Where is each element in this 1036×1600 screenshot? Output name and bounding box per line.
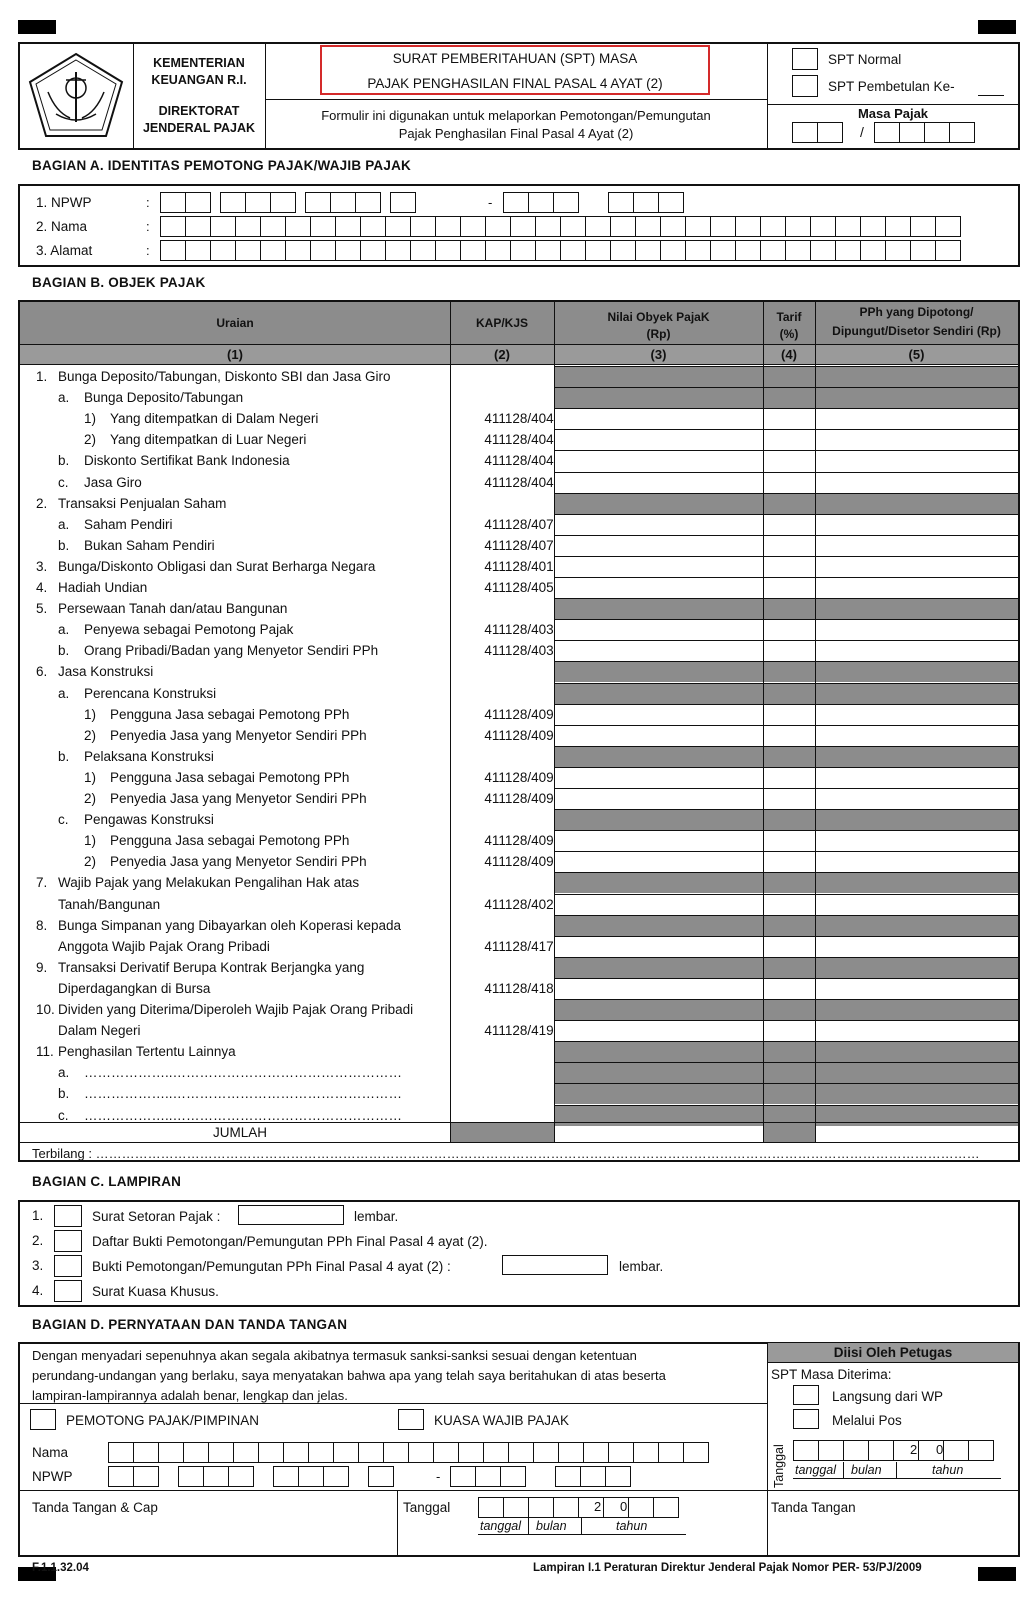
shaded-cell — [555, 598, 763, 619]
shaded-cell — [764, 366, 815, 387]
nilai-input[interactable] — [555, 535, 763, 556]
colon: : — [146, 195, 150, 210]
npwp-input[interactable] — [160, 192, 425, 213]
pph-input[interactable] — [816, 894, 1018, 915]
row-number: 4. — [36, 580, 48, 595]
tarif-input[interactable] — [764, 472, 815, 493]
lampiran-daftar-label: Daftar Bukti Pemotongan/Pemungutan PPh Final Pasal 4 ayat (2). — [92, 1234, 488, 1249]
row-kap: 411128/403 — [484, 643, 554, 659]
row-number: 1) — [84, 769, 97, 785]
row-label: Penyedia Jasa yang Menyetor Sendiri PPh — [110, 791, 367, 806]
spt-pembetulan-label: SPT Pembetulan Ke- — [828, 79, 955, 94]
pos-checkbox[interactable] — [793, 1409, 819, 1429]
row-number: 2) — [84, 432, 97, 448]
petugas-header: Diisi Oleh Petugas — [833, 1345, 953, 1360]
row-label: Penyedia Jasa yang Menyetor Sendiri PPh — [110, 727, 367, 743]
shaded-cell — [816, 1062, 1018, 1083]
npwp-input-branch[interactable] — [503, 192, 683, 213]
row-number: 2) — [84, 727, 97, 743]
row-number: b. — [58, 1086, 70, 1102]
row-number: 9. — [36, 959, 48, 975]
shaded-cell — [764, 387, 815, 408]
tarif-input[interactable] — [764, 830, 815, 851]
nilai-input[interactable] — [555, 577, 763, 598]
form-code: F.1.1.32.04 — [32, 1562, 89, 1574]
spt-pembetulan-checkbox[interactable] — [792, 75, 818, 97]
row-label: Hadiah Undian — [58, 580, 148, 595]
registration-mark — [18, 20, 56, 34]
row-label: Diperdagangkan di Bursa — [58, 980, 211, 996]
tarif-input[interactable] — [764, 788, 815, 809]
alamat-label: 3. Alamat — [36, 243, 93, 258]
nilai-input[interactable] — [555, 725, 763, 746]
shaded-cell — [816, 957, 1018, 978]
pph-input[interactable] — [816, 936, 1018, 957]
col-number: (2) — [494, 347, 510, 362]
row-label: ………………..…………………………………………… — [84, 1065, 403, 1081]
row-number: 11. — [36, 1044, 54, 1060]
nilai-input[interactable] — [555, 851, 763, 872]
row-number: b. — [58, 453, 70, 469]
row-kap: 411128/419 — [484, 1023, 554, 1039]
tarif-input[interactable] — [764, 851, 815, 872]
pph-input[interactable] — [816, 577, 1018, 598]
langsung-checkbox[interactable] — [793, 1385, 819, 1405]
directorate-name: DIREKTORAT JENDERAL PAJAK — [142, 104, 256, 135]
jumlah-pph[interactable] — [816, 1123, 1018, 1142]
signer-npwp-input[interactable] — [108, 1466, 393, 1487]
shaded-cell — [555, 366, 763, 387]
npwp-dash: - — [488, 195, 493, 210]
nilai-input[interactable] — [555, 640, 763, 661]
pph-input[interactable] — [816, 556, 1018, 577]
nilai-input[interactable] — [555, 788, 763, 809]
shaded-cell — [816, 387, 1018, 408]
signer-npwp-branch[interactable] — [450, 1466, 630, 1487]
petugas-tanggal-label: Tanggal — [772, 1444, 786, 1488]
col-number: (5) — [908, 347, 925, 362]
shaded-cell — [555, 1041, 763, 1062]
npwp-dash: - — [436, 1469, 441, 1484]
row-label: Yang ditempatkan di Dalam Negeri — [110, 411, 319, 427]
row-kap: 411128/404 — [484, 411, 554, 427]
year-digit: 0 — [620, 1499, 628, 1514]
row-label: Wajib Pajak yang Melakukan Pengalihan Hak atas — [58, 875, 360, 891]
col-kap-header: KAP/KJS — [475, 316, 528, 330]
lampiran-daftar-checkbox[interactable] — [54, 1230, 82, 1252]
lembar-label: lembar. — [354, 1209, 399, 1224]
pph-input[interactable] — [816, 851, 1018, 872]
colon: : — [146, 219, 150, 234]
lampiran-kuasa-label: Surat Kuasa Khusus. — [92, 1284, 219, 1299]
shaded-cell — [816, 1083, 1018, 1104]
nilai-input[interactable] — [555, 429, 763, 450]
signature-area[interactable] — [20, 1520, 396, 1554]
pph-input[interactable] — [816, 408, 1018, 429]
row-number: b. — [58, 748, 70, 764]
shaded-cell — [555, 1083, 763, 1104]
section-c-title: BAGIAN C. LAMPIRAN — [32, 1174, 182, 1189]
pph-input[interactable] — [816, 788, 1018, 809]
masa-pajak-separator: / — [860, 124, 864, 140]
row-number: a. — [58, 622, 70, 638]
pph-input[interactable] — [816, 767, 1018, 788]
shaded-cell — [555, 661, 763, 682]
row-kap: 411128/409 — [484, 854, 554, 870]
kuasa-checkbox[interactable] — [398, 1409, 424, 1430]
row-label: Bunga Deposito/Tabungan — [84, 390, 244, 406]
ttd-cap-label: Tanda Tangan & Cap — [32, 1500, 158, 1515]
pph-input[interactable] — [816, 830, 1018, 851]
row-kap: 411128/409 — [484, 791, 554, 806]
tarif-input[interactable] — [764, 535, 815, 556]
shaded-cell — [764, 1041, 815, 1062]
item-number: 4. — [32, 1283, 44, 1298]
tanggal-label: Tanggal — [403, 1500, 451, 1515]
row-label: Persewaan Tanah dan/atau Bangunan — [58, 601, 288, 617]
year-digit: 2 — [594, 1499, 602, 1514]
tarif-input[interactable] — [764, 577, 815, 598]
row-number: 3. — [36, 558, 48, 574]
shaded-cell — [764, 915, 815, 936]
row-kap: 411128/418 — [484, 980, 554, 996]
shaded-cell — [816, 598, 1018, 619]
row-label: Pelaksana Konstruksi — [84, 748, 214, 764]
petugas-tanggal-input[interactable] — [793, 1440, 993, 1461]
shaded-cell — [555, 493, 763, 514]
row-label: Orang Pribadi/Badan yang Menyetor Sendiri PPh — [84, 643, 379, 659]
row-label: Bunga/Diskonto Obligasi dan Surat Berharga Negara — [58, 558, 376, 574]
row-number: 1) — [84, 833, 97, 849]
shaded-cell — [816, 746, 1018, 767]
pph-input[interactable] — [816, 535, 1018, 556]
form-description: Formulir ini digunakan untuk melaporkan Pemotongan/Pemungutan Pajak Penghasilan Final Pasal 4 Ayat (2) — [321, 108, 711, 141]
row-label: Pengguna Jasa sebagai Pemotong PPh — [110, 769, 350, 785]
registration-mark — [978, 20, 1016, 34]
row-kap: 411128/407 — [484, 516, 554, 532]
lampiran-ssp-checkbox[interactable] — [54, 1205, 82, 1227]
bulan-caption: bulan — [536, 1519, 567, 1533]
row-kap: 411128/409 — [484, 727, 554, 743]
shaded-cell — [764, 1062, 815, 1083]
pph-input[interactable] — [816, 1020, 1018, 1041]
pemotong-checkbox[interactable] — [30, 1409, 56, 1430]
shaded-cell — [555, 999, 763, 1020]
shaded-cell — [764, 1083, 815, 1104]
item-number: 3. — [32, 1258, 44, 1273]
row-label: Anggota Wajib Pajak Orang Pribadi — [58, 938, 270, 954]
row-kap: 411128/404 — [484, 453, 554, 469]
row-kap: 411128/407 — [484, 537, 554, 553]
row-label: Dividen yang Diterima/Diperoleh Wajib Pajak Orang Pribadi — [58, 1002, 414, 1017]
tarif-input[interactable] — [764, 514, 815, 535]
row-number: 7. — [36, 875, 48, 891]
row-kap: 411128/401 — [484, 558, 554, 574]
nilai-input[interactable] — [555, 767, 763, 788]
row-kap: 411128/403 — [484, 622, 554, 638]
pph-input[interactable] — [816, 472, 1018, 493]
shaded-cell — [816, 493, 1018, 514]
tarif-input[interactable] — [764, 978, 815, 999]
pph-input[interactable] — [816, 619, 1018, 640]
shaded-cell — [555, 809, 763, 830]
npwp-label: 1. NPWP — [36, 195, 92, 210]
pembetulan-field[interactable] — [978, 95, 1004, 96]
nilai-input[interactable] — [555, 936, 763, 957]
tarif-input[interactable] — [764, 640, 815, 661]
shaded-cell — [764, 661, 815, 682]
nilai-input[interactable] — [555, 619, 763, 640]
shaded-cell — [816, 872, 1018, 893]
nama-input[interactable] — [160, 216, 960, 237]
shaded-cell — [764, 999, 815, 1020]
shaded-cell — [816, 366, 1018, 387]
row-number: 10. — [36, 1002, 55, 1017]
petugas-ttd-label: Tanda Tangan — [771, 1500, 856, 1515]
row-label: Diskonto Sertifikat Bank Indonesia — [84, 453, 290, 469]
colon: : — [146, 243, 150, 258]
shaded-cell — [555, 957, 763, 978]
tarif-input[interactable] — [764, 936, 815, 957]
row-kap: 411128/409 — [484, 769, 554, 785]
row-label: Pengguna Jasa sebagai Pemotong PPh — [110, 706, 350, 722]
row-kap: 411128/405 — [484, 580, 554, 595]
row-number: 2. — [36, 495, 48, 511]
signer-nama-input[interactable] — [108, 1442, 708, 1463]
shaded-cell — [764, 872, 815, 893]
tanggal-caption: tanggal — [795, 1463, 837, 1477]
row-label: Transaksi Penjualan Saham — [58, 495, 227, 511]
tarif-input[interactable] — [764, 767, 815, 788]
row-number: c. — [58, 1107, 69, 1123]
row-label: Saham Pendiri — [84, 516, 173, 532]
tanggal-input[interactable] — [478, 1497, 678, 1518]
row-kap: 411128/404 — [484, 432, 554, 448]
form-title: SURAT PEMBERITAHUAN (SPT) MASA PAJAK PENGHASILAN FINAL PASAL 4 AYAT (2) — [367, 51, 663, 91]
col-tarif-header: Tarif (%) — [776, 310, 802, 341]
nama-label: 2. Nama — [36, 219, 88, 234]
regulation-reference: Lampiran I.1 Peraturan Direktur Jenderal Pajak Nomor PER- 53/PJ/2009 — [533, 1562, 922, 1574]
row-number: a. — [58, 390, 70, 406]
lampiran-bukti-count[interactable] — [502, 1255, 608, 1275]
col-number: (3) — [650, 347, 667, 362]
ministry-name: KEMENTERIAN KEUANGAN R.I. — [151, 56, 247, 87]
row-label: Tanah/Bangunan — [58, 896, 161, 912]
row-label: Transaksi Derivatif Berupa Kontrak Berjangka yang — [58, 959, 365, 975]
row-label: Bunga Deposito/Tabungan, Diskonto SBI dan Jasa Giro — [58, 369, 391, 384]
shaded-cell — [816, 661, 1018, 682]
pph-input[interactable] — [816, 429, 1018, 450]
row-number: a. — [58, 685, 70, 701]
item-number: 2. — [32, 1233, 44, 1248]
row-number: b. — [58, 537, 70, 553]
col-nilai-header: Nilai Obyek PajaK (Rp) — [607, 310, 710, 341]
nilai-input[interactable] — [555, 472, 763, 493]
pph-input[interactable] — [816, 640, 1018, 661]
lampiran-bukti-label: Bukti Pemotongan/Pemungutan PPh Final Pasal 4 ayat (2) : — [92, 1259, 451, 1274]
shaded-cell — [764, 493, 815, 514]
row-label: ………………..…………………………………………… — [84, 1107, 403, 1123]
row-kap: 411128/404 — [484, 474, 554, 490]
shaded-cell — [764, 746, 815, 767]
col-pph-header: PPh yang Dipotong/ Dipungut/Disetor Sendiri (Rp) — [832, 305, 1001, 338]
masa-pajak-year[interactable] — [874, 122, 974, 143]
pph-input[interactable] — [816, 725, 1018, 746]
spt-normal-checkbox[interactable] — [792, 48, 818, 70]
signer-npwp-label: NPWP — [32, 1469, 73, 1484]
col-uraian-header: Uraian — [216, 316, 254, 330]
row-label: Dalam Negeri — [58, 1023, 141, 1039]
kuasa-label: KUASA WAJIB PAJAK — [434, 1413, 570, 1428]
row-number: 2) — [84, 854, 97, 870]
tarif-input[interactable] — [764, 725, 815, 746]
lembar-label: lembar. — [619, 1259, 664, 1274]
row-label: Bunga Simpanan yang Dibayarkan oleh Koperasi kepada — [58, 917, 401, 933]
tahun-caption: tahun — [932, 1463, 964, 1477]
shaded-cell — [764, 809, 815, 830]
year-digit: 0 — [936, 1442, 944, 1457]
row-number: 1) — [84, 411, 97, 427]
row-label: Pengguna Jasa sebagai Pemotong PPh — [110, 833, 350, 849]
alamat-input[interactable] — [160, 240, 960, 261]
row-number: 1) — [84, 706, 97, 722]
row-kap: 411128/417 — [484, 938, 554, 954]
row-number: 2) — [84, 791, 97, 806]
pph-input[interactable] — [816, 978, 1018, 999]
tarif-input[interactable] — [764, 619, 815, 640]
col-number: (4) — [781, 347, 797, 362]
row-label: Penghasilan Tertentu Lainnya — [58, 1044, 236, 1060]
row-label: Jasa Konstruksi — [58, 664, 154, 680]
year-digit: 2 — [910, 1442, 918, 1457]
nilai-input[interactable] — [555, 894, 763, 915]
shaded-cell — [555, 872, 763, 893]
row-label: Pengawas Konstruksi — [84, 812, 214, 828]
row-kap: 411128/402 — [484, 896, 554, 912]
spt-normal-label: SPT Normal — [828, 52, 902, 67]
row-label: Yang ditempatkan di Luar Negeri — [110, 432, 307, 448]
shaded-cell — [764, 598, 815, 619]
row-label: Penyewa sebagai Pemotong Pajak — [84, 622, 294, 638]
row-label: ………………..…………………………………………… — [84, 1086, 403, 1102]
pemotong-label: PEMOTONG PAJAK/PIMPINAN — [66, 1413, 260, 1428]
tarif-input[interactable] — [764, 408, 815, 429]
jumlah-label: JUMLAH — [212, 1125, 267, 1140]
nilai-input[interactable] — [555, 556, 763, 577]
shaded-cell — [555, 1062, 763, 1083]
pph-input[interactable] — [816, 450, 1018, 471]
tahun-caption: tahun — [616, 1519, 648, 1533]
nilai-input[interactable] — [555, 1020, 763, 1041]
tarif-input[interactable] — [764, 450, 815, 471]
jumlah-nilai[interactable] — [555, 1123, 763, 1142]
row-kap: 411128/409 — [484, 706, 554, 722]
row-label: Bukan Saham Pendiri — [84, 537, 215, 553]
bulan-caption: bulan — [851, 1463, 882, 1477]
row-number: b. — [58, 643, 70, 659]
shaded-cell — [555, 746, 763, 767]
tarif-input[interactable] — [764, 1020, 815, 1041]
nilai-input[interactable] — [555, 514, 763, 535]
lampiran-kuasa-checkbox[interactable] — [54, 1280, 82, 1302]
nilai-input[interactable] — [555, 830, 763, 851]
col-number: (1) — [227, 347, 243, 362]
section-b-title: BAGIAN B. OBJEK PAJAK — [32, 275, 206, 290]
shaded-cell — [816, 1041, 1018, 1062]
nilai-input[interactable] — [555, 704, 763, 725]
row-number: 1. — [36, 369, 48, 384]
ministry-logo-icon — [26, 52, 126, 140]
lampiran-ssp-label: Surat Setoran Pajak : — [92, 1209, 221, 1224]
tarif-input[interactable] — [764, 894, 815, 915]
item-number: 1. — [32, 1208, 44, 1223]
pph-input[interactable] — [816, 514, 1018, 535]
tarif-input[interactable] — [764, 556, 815, 577]
pos-label: Melalui Pos — [832, 1413, 902, 1428]
shaded-cell — [555, 683, 763, 704]
shaded-cell — [764, 683, 815, 704]
lampiran-bukti-checkbox[interactable] — [54, 1255, 82, 1277]
shaded-cell — [555, 387, 763, 408]
registration-mark — [978, 1567, 1016, 1581]
masa-pajak-label: Masa Pajak — [857, 106, 929, 121]
tarif-input[interactable] — [764, 429, 815, 450]
row-label: Penyedia Jasa yang Menyetor Sendiri PPh — [110, 854, 367, 870]
pph-input[interactable] — [816, 704, 1018, 725]
shaded-cell — [816, 915, 1018, 936]
shaded-cell — [816, 999, 1018, 1020]
shaded-cell — [816, 683, 1018, 704]
masa-pajak-month[interactable] — [792, 122, 842, 143]
diterima-label: SPT Masa Diterima: — [771, 1367, 892, 1382]
row-label: Jasa Giro — [84, 474, 142, 490]
section-a-title: BAGIAN A. IDENTITAS PEMOTONG PAJAK/WAJIB PAJAK — [32, 158, 411, 173]
nilai-input[interactable] — [555, 450, 763, 471]
shaded-cell — [764, 957, 815, 978]
langsung-label: Langsung dari WP — [832, 1389, 944, 1404]
row-number: 8. — [36, 917, 48, 933]
row-number: c. — [58, 474, 69, 490]
signer-nama-label: Nama — [32, 1445, 69, 1460]
nilai-input[interactable] — [555, 978, 763, 999]
row-number: 5. — [36, 601, 48, 617]
tanggal-caption: tanggal — [480, 1519, 522, 1533]
row-label: Perencana Konstruksi — [84, 685, 217, 701]
lampiran-ssp-count[interactable] — [238, 1205, 344, 1225]
row-number: a. — [58, 516, 70, 532]
shaded-cell — [555, 915, 763, 936]
terbilang-field[interactable]: Terbilang : …………………………………………………………………………………………………………………………………………………………………………………… — [32, 1146, 980, 1161]
section-d-title: BAGIAN D. PERNYATAAN DAN TANDA TANGAN — [32, 1317, 348, 1332]
row-number: 6. — [36, 664, 48, 680]
declaration-text: Dengan menyadari sepenuhnya akan segala akibatnya termasuk sanksi-sanksi sesuai dengan ketentuan perundang-undangan yang berlaku, saya menyatakan bahwa apa yang telah saya beritahukan di atas beserta lampiran-lampirannya adalah benar, lengkap dan jelas. — [32, 1348, 666, 1403]
shaded-cell — [816, 809, 1018, 830]
tarif-input[interactable] — [764, 704, 815, 725]
nilai-input[interactable] — [555, 408, 763, 429]
row-number: c. — [58, 812, 69, 828]
row-number: a. — [58, 1065, 70, 1081]
row-kap: 411128/409 — [484, 833, 554, 849]
